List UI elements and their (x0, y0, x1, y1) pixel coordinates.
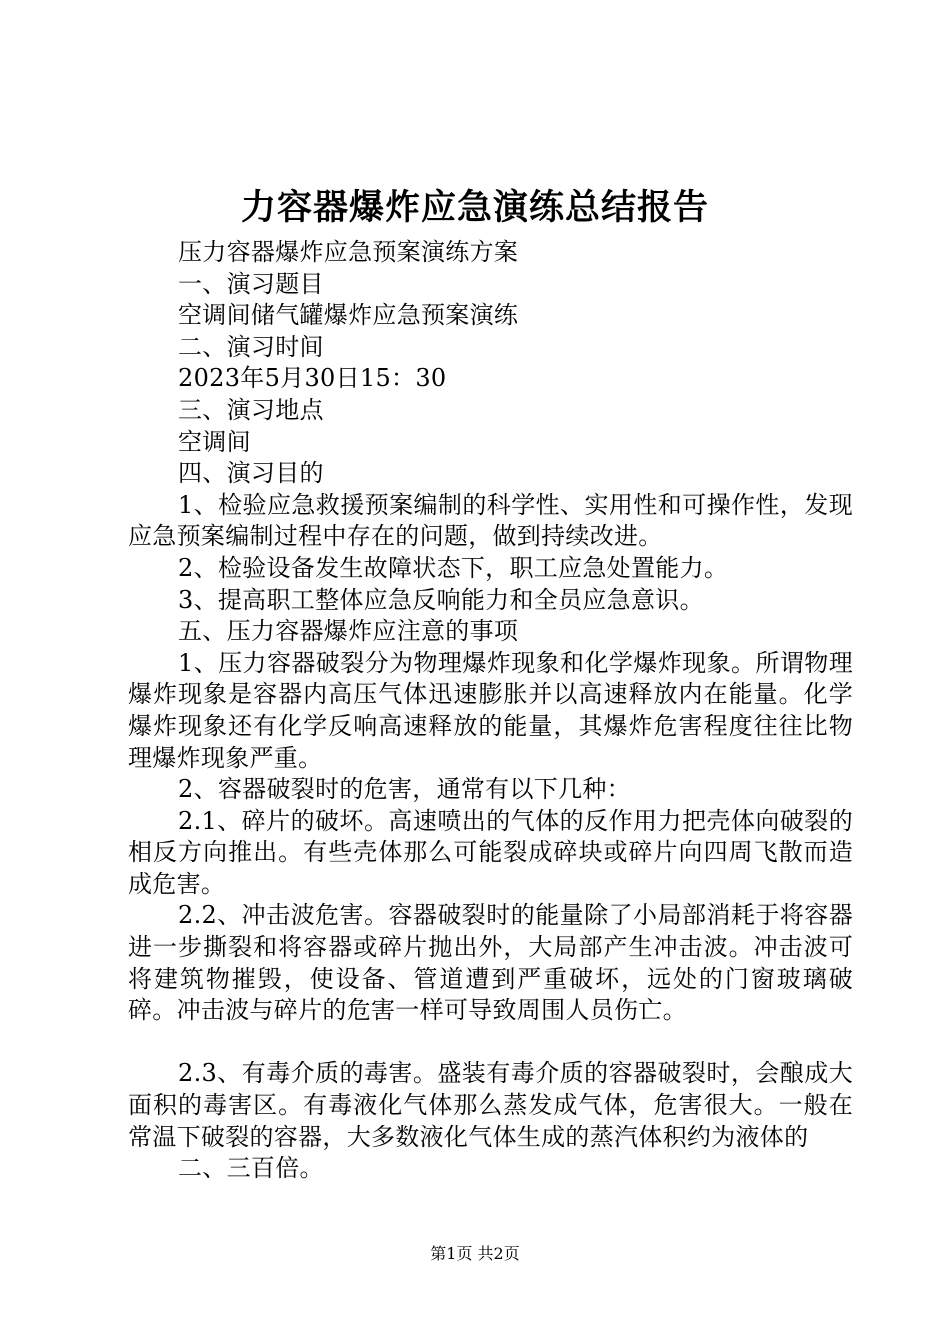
paragraph: 空调间 (178, 427, 251, 456)
document-body (128, 237, 853, 1185)
blank-line (128, 1027, 853, 1059)
paragraph: 3、提高职工整体应急反响能力和全员应急意识。 (178, 585, 704, 614)
paragraph: 2.3、有毒介质的毒害。盛装有毒介质的容器破裂时，会酿成大面积的毒害区。有毒液化气体那么蒸发成气体，危害很大。一般在常温下破裂的容器，大多数液化气体生成的蒸汽体积约为液体的 (128, 1059, 853, 1151)
paragraph: 2、检验设备发生故障状态下，职工应急处置能力。 (178, 553, 729, 582)
paragraph: 空调间储气罐爆炸应急预案演练 (178, 301, 519, 330)
paragraph: 压力容器爆炸应急预案演练方案 (178, 238, 519, 266)
paragraph: 五、压力容器爆炸应注意的事项 (178, 617, 519, 646)
paragraph: 2.1、碎片的破坏。高速喷出的气体的反作用力把壳体向破裂的相反方向推出。有些壳体那么可能裂成碎块或碎片向四周飞散而造成危害。 (128, 806, 853, 898)
page-footer: 第1页 共2页 (430, 1244, 520, 1263)
paragraph: 2023年5月30日15：30 (178, 364, 447, 393)
paragraph: 1、压力容器破裂分为物理爆炸现象和化学爆炸现象。所谓物理爆炸现象是容器内高压气体迅速膨胀并以高速释放内在能量。化学爆炸现象还有化学反响高速释放的能量，其爆炸危害程度往往比物理爆炸现象严重。 (128, 648, 853, 772)
paragraph: 三、演习地点 (178, 395, 324, 424)
paragraph: 一、演习题目 (178, 269, 324, 298)
paragraph: 2、容器破裂时的危害，通常有以下几种： (178, 775, 631, 804)
paragraph: 四、演习目的 (178, 459, 324, 488)
paragraph: 2.2、冲击波危害。容器破裂时的能量除了小局部消耗于将容器进一步撕裂和将容器或碎片抛出外，大局部产生冲击波。冲击波可将建筑物摧毁，使设备、管道遭到严重破坏，远处的门窗玻璃破碎。冲击波与碎片的危害一样可导致周围人员伤亡。 (128, 901, 853, 1025)
paragraph: 二、三百倍。 (178, 1154, 324, 1183)
document-title: 力容器爆炸应急演练总结报告 (240, 188, 709, 228)
paragraph: 1、检验应急救援预案编制的科学性、实用性和可操作性，发现应急预案编制过程中存在的问题，做到持续改进。 (128, 490, 853, 551)
paragraph: 二、演习时间 (178, 332, 324, 361)
